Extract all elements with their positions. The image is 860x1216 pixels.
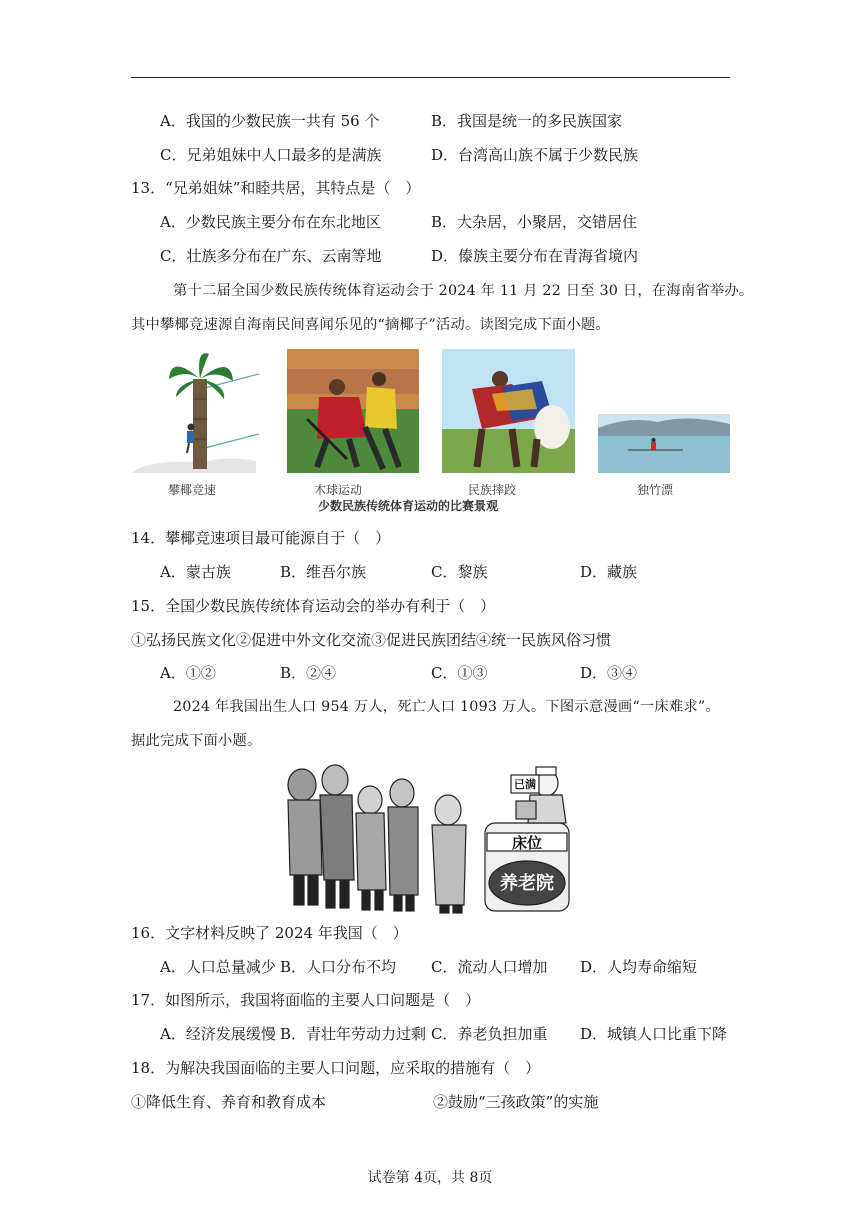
- header-rule: [131, 77, 730, 78]
- q14-option-a: A．蒙古族: [160, 563, 231, 581]
- passage1-line1: 第十二届全国少数民族传统体育运动会于 2024 年 11 月 22 日至 30 日，在海南省举办。: [173, 283, 754, 299]
- q15-items: ①弘扬民族文化②促进中外文化交流③促进民族团结④统一民族风俗习惯: [131, 631, 612, 649]
- coconut-climbing-photo: [131, 349, 259, 473]
- q16-option-c: C．流动人口增加: [431, 958, 548, 976]
- caption-wooden-ball: 木球运动: [314, 483, 363, 497]
- q17-stem: 17．如图所示，我国将面临的主要人口问题是（ ）: [131, 991, 481, 1009]
- q18-stem: 18．为解决我国面临的主要人口问题，应采取的措施有（ ）: [131, 1059, 541, 1077]
- q14-option-c: C．黎族: [431, 563, 488, 581]
- q17-option-d: D．城镇人口比重下降: [580, 1025, 728, 1043]
- passage1-line2: 其中攀椰竞速源自海南民间喜闻乐见的“摘椰子”活动。读图完成下面小题。: [131, 317, 610, 333]
- q15-option-a: A．①②: [160, 664, 216, 682]
- q13-option-b: B．大杂居，小聚居，交错居住: [431, 213, 638, 231]
- q13-option-d: D．傣族主要分布在青海省境内: [431, 247, 639, 265]
- q14-option-b: B．维吾尔族: [280, 563, 367, 581]
- q15-option-c: C．①③: [431, 664, 488, 682]
- q13-stem: 13．“兄弟姐妹”和睦共居，其特点是（ ）: [131, 179, 421, 197]
- q17-option-a: A．经济发展缓慢: [160, 1025, 276, 1043]
- q16-option-d: D．人均寿命缩短: [580, 958, 698, 976]
- figure1-title: 少数民族传统体育运动的比赛景观: [318, 499, 499, 513]
- q14-stem: 14．攀椰竞速项目最可能源自于（ ）: [131, 529, 391, 547]
- wrestling-photo: [442, 349, 575, 473]
- q16-option-b: B．人口分布不均: [280, 958, 397, 976]
- q12-option-c: C．兄弟姐妹中人口最多的是满族: [160, 146, 382, 164]
- bed-sign-text: 床位: [511, 834, 543, 852]
- wooden-ball-photo: [287, 349, 419, 473]
- q18-item-2: ②鼓励“三孩政策”的实施: [433, 1093, 599, 1111]
- q15-stem: 15．全国少数民族传统体育运动会的举办有利于（ ）: [131, 597, 496, 615]
- passage2-line1: 2024 年我国出生人口 954 万人，死亡人口 1093 万人。下图示意漫画“一床难求”。: [173, 699, 720, 715]
- nursing-home-sign-text: 养老院: [500, 873, 554, 894]
- q16-option-a: A．人口总量减少: [160, 958, 276, 976]
- q15-option-b: B．②④: [280, 664, 337, 682]
- caption-wrestling: 民族摔跤: [468, 483, 517, 497]
- nursing-home-cartoon: [280, 755, 576, 915]
- caption-coconut-climbing: 攀椰竞速: [168, 483, 217, 497]
- caption-bamboo-drifting: 独竹漂: [637, 483, 674, 497]
- q13-option-a: A．少数民族主要分布在东北地区: [160, 213, 381, 231]
- q17-option-b: B．青壮年劳动力过剩: [280, 1025, 427, 1043]
- q12-option-b: B．我国是统一的多民族国家: [431, 112, 623, 130]
- q15-option-d: D．③④: [580, 664, 638, 682]
- bamboo-drifting-photo: [598, 414, 730, 473]
- full-card-text: 已满: [514, 778, 536, 791]
- q13-option-c: C．壮族多分布在广东、云南等地: [160, 247, 382, 265]
- q16-stem: 16．文字材料反映了 2024 年我国（ ）: [131, 924, 408, 942]
- q14-option-d: D．藏族: [580, 563, 638, 581]
- passage2-line2: 据此完成下面小题。: [131, 733, 262, 749]
- q12-option-d: D．台湾高山族不属于少数民族: [431, 146, 639, 164]
- q17-option-c: C．养老负担加重: [431, 1025, 548, 1043]
- page-footer: 试卷第 4页，共 8页: [367, 1170, 493, 1186]
- q18-item-1: ①降低生育、养育和教育成本: [131, 1093, 327, 1111]
- q12-option-a: A．我国的少数民族一共有 56 个: [160, 112, 380, 130]
